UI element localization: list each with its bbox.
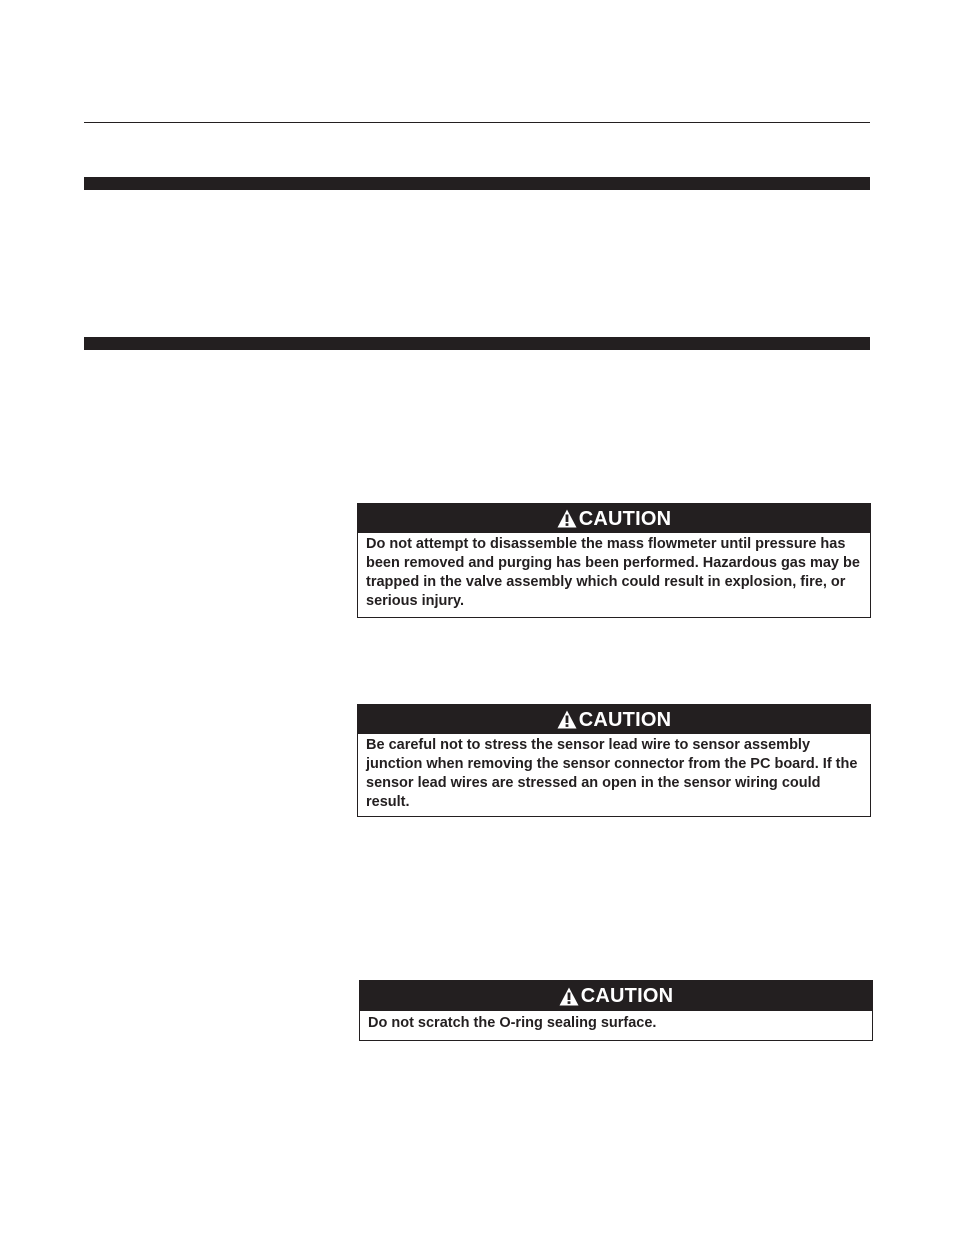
caution-header	[358, 504, 870, 533]
caution-box-o-ring	[359, 980, 873, 1041]
warning-triangle-icon	[559, 987, 579, 1006]
caution-text: Do not scratch the O-ring sealing surface.	[368, 1015, 657, 1031]
section-bar-top	[84, 177, 870, 190]
caution-text: Be careful not to stress the sensor lead wire to sensor assembly junction when removing the sensor connector from the PC board. If the sensor lead wires are stressed an open in the sensor wiring could result.	[366, 737, 858, 810]
caution-title: CAUTION	[578, 708, 672, 731]
section-bar-bottom	[84, 337, 870, 350]
caution-text: Do not attempt to disassemble the mass flowmeter until pressure has been removed and purging has been performed. Hazardous gas may be trapped in the valve assembly which could result in explosion, fire, or serious injury.	[366, 536, 860, 609]
caution-title: CAUTION	[580, 985, 674, 1007]
caution-header	[360, 981, 872, 1011]
caution-box-sensor-lead	[357, 704, 871, 817]
caution-header	[358, 705, 870, 734]
caution-title: CAUTION	[578, 507, 672, 530]
caution-box-disassembly	[357, 503, 871, 618]
warning-triangle-icon	[557, 509, 577, 528]
header-rule	[84, 122, 870, 123]
warning-triangle-icon	[557, 710, 577, 729]
